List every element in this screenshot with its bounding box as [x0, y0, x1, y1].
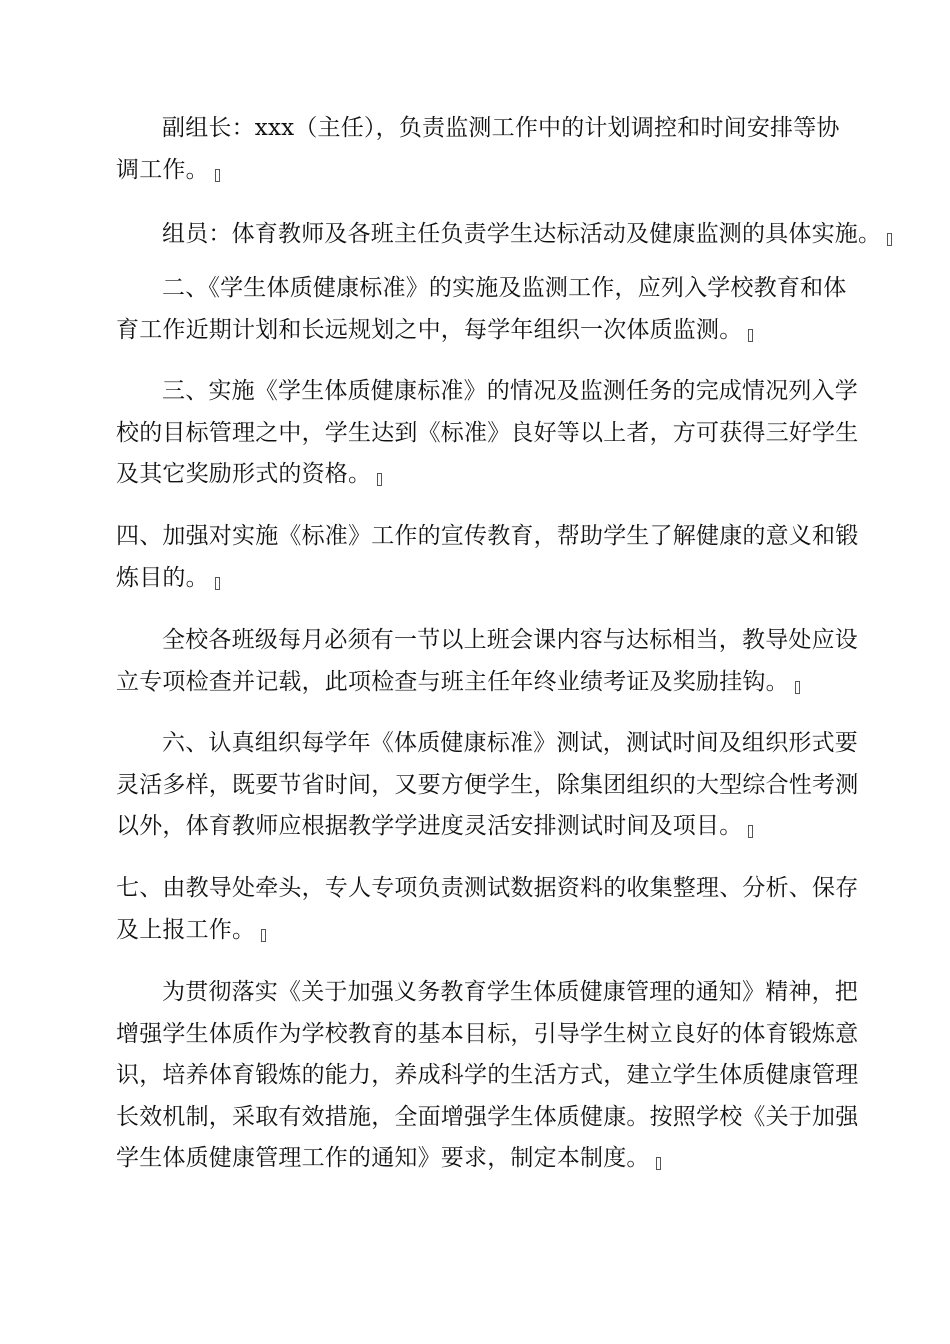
paragraph-mark-icon: [748, 825, 753, 838]
text-line: 识，培养体育锻炼的能力，养成科学的生活方式，建立学生体质健康管理: [116, 1062, 859, 1088]
paragraph-mark-icon: [377, 473, 382, 486]
text-line: [116, 454, 836, 496]
paragraph-item-4: [116, 516, 859, 599]
paragraph-purpose: [116, 972, 859, 1180]
text-line-content: 及上报工作。: [116, 916, 256, 943]
paragraph-mark-icon: [795, 681, 800, 694]
paragraph-item-3: [116, 371, 859, 496]
paragraph-mark-icon: [887, 233, 892, 246]
text-line: [116, 214, 882, 256]
text-line-content: 炼目的。: [116, 564, 209, 591]
paragraph-vice-leader: [116, 108, 840, 191]
paragraph-mark-icon: [215, 169, 220, 182]
text-line-content: 学生体质健康管理工作的通知》要求，制定本制度。: [116, 1145, 650, 1171]
text-line-content: 育工作近期计划和长远规划之中，每学年组织一次体质监测。: [116, 316, 743, 343]
paragraph-class-meeting: [116, 620, 858, 703]
text-line: 为贯彻落实《关于加强义务教育学生体质健康管理的通知》精神，把: [162, 979, 858, 1005]
text-line: [116, 558, 836, 600]
text-line: 二、《学生体质健康标准》的实施及监测工作，应列入学校教育和体: [162, 275, 847, 301]
text-line: 六、认真组织每学年《体质健康标准》测试，测试时间及组织形式要: [162, 730, 858, 756]
paragraph-mark-icon: [261, 929, 266, 942]
text-line: [116, 662, 836, 704]
text-line-content: 调工作。: [116, 156, 209, 183]
text-line-content: 组员：体育教师及各班主任负责学生达标活动及健康监测的具体实施。: [162, 221, 882, 247]
text-line: [116, 310, 836, 352]
text-line-content: 立专项检查并记载，此项检查与班主任年终业绩考证及奖励挂钩。: [116, 668, 789, 695]
text-line: 校的目标管理之中，学生达到《标准》良好等以上者，方可获得三好学生: [116, 419, 859, 446]
text-line: 长效机制，采取有效措施，全面增强学生体质健康。按照学校《关于加强: [116, 1103, 859, 1130]
text-line: [116, 806, 836, 848]
text-line: 增强学生体质作为学校教育的基本目标，引导学生树立良好的体育锻炼意: [116, 1020, 859, 1047]
paragraph-mark-icon: [656, 1157, 661, 1170]
text-line-content: 及其它奖励形式的资格。: [116, 461, 372, 487]
text-line: 副组长：xxx（主任），负责监测工作中的计划调控和时间安排等协: [162, 115, 840, 141]
text-line: 四、加强对实施《标准》工作的宣传教育，帮助学生了解健康的意义和锻: [116, 523, 859, 549]
text-line: [116, 150, 836, 192]
paragraph-item-7: [116, 868, 859, 951]
paragraph-item-6: [116, 723, 859, 848]
paragraph-mark-icon: [748, 329, 753, 342]
text-line: 七、由教导处牵头，专人专项负责测试数据资料的收集整理、分析、保存: [116, 875, 859, 901]
paragraph-members: [116, 214, 882, 256]
text-line: [116, 1138, 836, 1180]
paragraph-mark-icon: [215, 577, 220, 590]
text-line: 灵活多样，既要节省时间，又要方便学生，除集团组织的大型综合性考测: [116, 771, 859, 798]
paragraph-item-2: [116, 268, 847, 351]
text-line: [116, 910, 836, 952]
text-line-content: 以外，体育教师应根据教学学进度灵活安排测试时间及项目。: [116, 813, 743, 839]
text-line: 全校各班级每月必须有一节以上班会课内容与达标相当，教导处应设: [162, 627, 858, 653]
text-line: 三、实施《学生体质健康标准》的情况及监测任务的完成情况列入学: [162, 378, 858, 404]
